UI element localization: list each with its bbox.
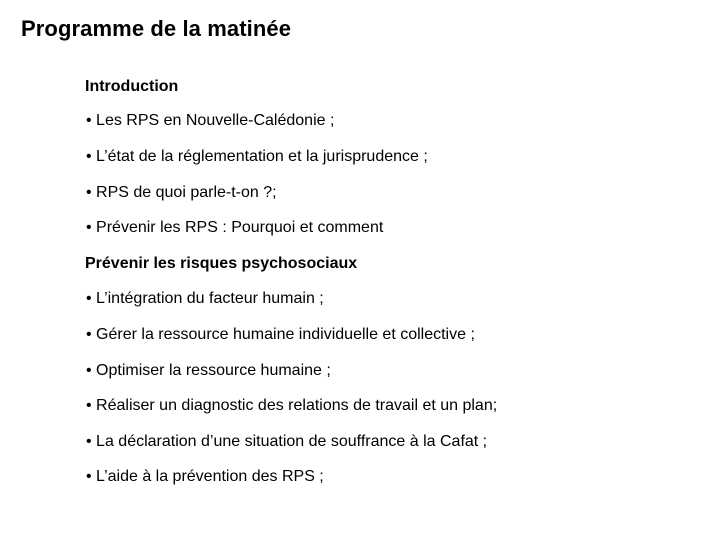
list-item: • Réaliser un diagnostic des relations de travail et un plan; [86,397,498,414]
list-item: • Prévenir les RPS : Pourquoi et comment [86,219,384,236]
section-heading-introduction: Introduction [85,78,179,95]
list-item: • Gérer la ressource humaine individuelle et collective ; [86,326,475,343]
slide-title: Programme de la matinée [21,16,292,41]
list-item: • Optimiser la ressource humaine ; [86,362,331,379]
list-item: • L’intégration du facteur humain ; [86,290,324,307]
section-heading-prevention: Prévenir les risques psychosociaux [85,255,358,272]
list-item: • La déclaration d’une situation de souffrance à la Cafat ; [86,433,488,450]
list-item: • RPS de quoi parle-t-on ?; [86,184,277,201]
list-item: • Les RPS en Nouvelle-Calédonie ; [86,112,335,129]
list-item: • L’aide à la prévention des RPS ; [86,468,324,485]
list-item: • L’état de la réglementation et la jurisprudence ; [86,148,428,165]
